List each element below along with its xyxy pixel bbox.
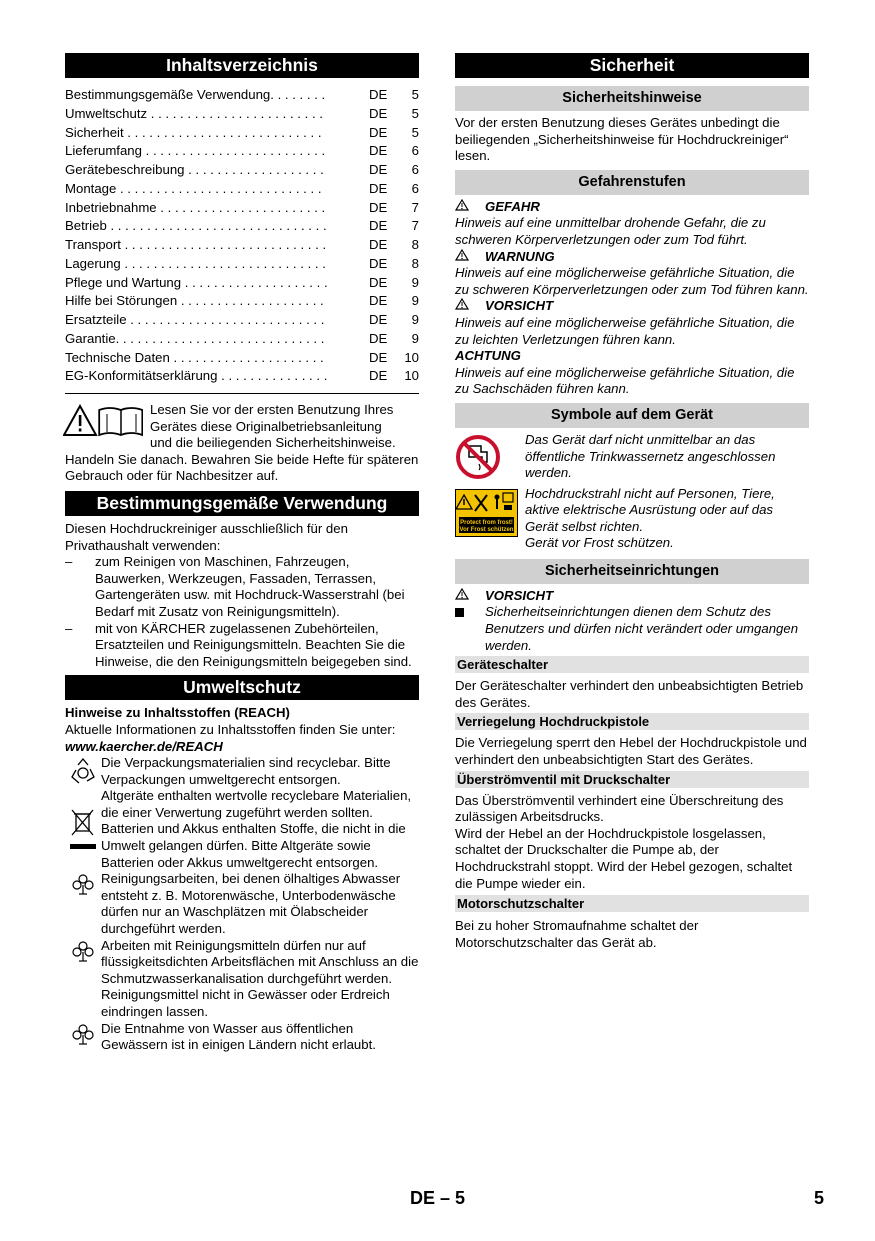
footer-page-label: DE – 5 — [410, 1188, 466, 1208]
manual-warning-icon — [63, 404, 143, 443]
list-item — [455, 604, 809, 654]
frost-label-en: Protect from frost! — [460, 519, 513, 526]
achtung-label: ACHTUNG — [455, 348, 521, 364]
symbol-row — [455, 486, 809, 552]
toc-row[interactable] — [65, 330, 419, 349]
toc-row[interactable] — [65, 367, 419, 386]
intro-text: Handeln Sie danach. Bewahren Sie beide Hefte für späteren Gebrauch oder für Nachbesitzer auf. — [65, 451, 419, 484]
sub-title: Motorschutzschalter — [455, 895, 809, 912]
toc-entry-page: 6 — [411, 143, 419, 159]
toc-entry-lang: DE — [369, 237, 388, 252]
toc-row[interactable] — [65, 142, 419, 161]
toc-list — [65, 86, 419, 386]
toc-entry-title: Ersatzteile . . . . . . . . . . . . . . . . . . . . . . . . . . . — [65, 312, 325, 327]
toc-entry-page: 5 — [411, 105, 419, 121]
toc-entry-title: Garantie. . . . . . . . . . . . . . . . . . . . . . . . . . . . . — [65, 330, 325, 346]
toc-entry-title: Montage . . . . . . . . . . . . . . . . . . . . . . . . . . . . — [65, 180, 322, 196]
toc-row[interactable] — [65, 311, 419, 330]
list-item — [65, 1021, 419, 1054]
toc-row[interactable] — [65, 236, 419, 255]
list-item — [65, 788, 419, 871]
toc-entry-lang: DE — [369, 293, 388, 309]
toc-entry-title: Pflege und Wartung . . . . . . . . . . . . . . . . . . . . — [65, 274, 328, 290]
toc-row[interactable] — [65, 292, 419, 311]
toc-entry-title: Sicherheit . . . . . . . . . . . . . . . . . . . . . . . . . . . — [65, 124, 322, 140]
toc-entry-lang: DE — [369, 330, 388, 346]
toc-entry-lang: DE — [369, 180, 388, 196]
sub-title: Verriegelung Hochdruckpistole — [455, 713, 809, 730]
level-gefahr — [455, 199, 809, 249]
toc-row[interactable] — [65, 180, 419, 199]
sicherheit-title: Sicherheit — [455, 53, 809, 78]
warning-icon — [455, 249, 485, 266]
crossed-bin-icon — [65, 788, 101, 871]
umwelt-text: Die Verpackungsmaterialien sind recyclebar. Bitte Verpackungen umweltgerecht entsorgen. — [101, 755, 391, 787]
umwelt-title: Umweltschutz — [65, 675, 419, 700]
toc-row[interactable] — [65, 349, 419, 368]
toc-entry-title: Lagerung . . . . . . . . . . . . . . . . . . . . . . . . . . . . — [65, 255, 326, 271]
symbol-text: Gerät vor Frost schützen. — [525, 535, 674, 551]
environment-icon — [65, 938, 101, 1021]
level-label: WARNUNG — [485, 248, 555, 264]
toc-entry-page: 6 — [411, 162, 419, 177]
hinweise-text: Vor der ersten Benutzung dieses Gerätes unbedingt die beiliegenden „Sicherheitshinweise für Hochdruckreiniger“ lesen. — [455, 115, 789, 164]
toc-row[interactable] — [65, 105, 419, 124]
umwelt-text: Altgeräte enthalten wertvolle recyclebare Materialien, die einer Verwertung zugeführt werden sollten. Batterien und Akkus enthalten Stoffe, die nicht in die Umwelt gelangen dürfen. Bitte Altgeräte sowie Batterien oder Akkus umweltgerecht entsorgen. — [101, 788, 412, 870]
achtung-text: Hinweis auf eine möglicherweise gefährliche Situation, die zu Sachschäden führen kann. — [455, 364, 795, 397]
sub-text: Der Geräteschalter verhindert den unbeabsichtigten Betrieb des Gerätes. — [455, 678, 804, 710]
footer-page-number: 5 — [814, 1188, 825, 1208]
toc-row[interactable] — [65, 124, 419, 143]
bestimmung-title: Bestimmungsgemäße Verwendung — [65, 491, 419, 516]
sub-text: Das Überströmventil verhindert eine Überschreitung des zulässigen Arbeitsdrucks. Wird der Hebel an der Hochdruckpistole losgelassen, schaltet der Druckschalter die Pumpe ab, der Hochdruckstrahl stoppt. Wird der Hebel gezogen, schaltet die Pumpe wieder ein. — [455, 792, 793, 891]
reach-text: Aktuelle Informationen zu Inhaltsstoffen finden Sie unter: — [65, 721, 396, 737]
bestimmung-text: Diesen Hochdruckreiniger ausschließlich für den Privathaushalt verwenden: — [65, 520, 348, 553]
intro-block — [65, 402, 419, 485]
toc-entry-title: EG-Konformitätserklärung . . . . . . . . . . . . . . . — [65, 368, 328, 384]
level-text: Hinweis auf eine möglicherweise gefährliche Situation, die zu schweren Körperverletzungen oder zum Tod führen kann. — [455, 265, 809, 297]
einr-vorsicht-label: VORSICHT — [485, 587, 554, 603]
no-drinking-water-icon — [455, 432, 525, 485]
sub-title: Geräteschalter — [455, 656, 809, 673]
toc-entry-title: Betrieb . . . . . . . . . . . . . . . . . . . . . . . . . . . . . . — [65, 218, 327, 234]
environment-icon — [65, 871, 101, 937]
level-vorsicht — [455, 298, 809, 348]
sub-text: Die Verriegelung sperrt den Hebel der Hochdruckpistole und verhindert den unbeabsichtigten Start des Gerätes. — [455, 735, 807, 768]
toc-entry-lang: DE — [369, 105, 388, 121]
toc-entry-title: Bestimmungsgemäße Verwendung. . . . . . . . — [65, 87, 326, 102]
warning-icon — [455, 298, 485, 315]
toc-entry-lang: DE — [369, 162, 388, 177]
reach-url[interactable]: www.kaercher.de/REACH — [65, 738, 223, 754]
toc-entry-lang: DE — [369, 87, 388, 102]
toc-entry-lang: DE — [369, 255, 388, 271]
sub-title: Überströmventil mit Druckschalter — [455, 771, 809, 788]
toc-entry-lang: DE — [369, 274, 388, 290]
frost-warning-label — [455, 486, 525, 552]
toc-entry-page: 8 — [411, 255, 419, 271]
dash: – — [65, 620, 73, 636]
sub-text: Bei zu hoher Stromaufnahme schaltet der Motorschutzschalter das Gerät ab. — [455, 918, 699, 950]
list-item — [65, 938, 419, 1021]
umwelt-text: Reinigungsarbeiten, bei denen ölhaltiges Abwasser entsteht z. B. Motorenwäsche, Unterbodenwäsche dürfen nur an Waschplätzen mit Ölabscheider durchgeführt werden. — [101, 871, 401, 937]
einr-title: Sicherheitseinrichtungen — [455, 559, 809, 584]
hinweise-title: Sicherheitshinweise — [455, 86, 809, 111]
toc-entry-page: 8 — [411, 237, 419, 252]
level-warnung — [455, 249, 809, 299]
level-text: Hinweis auf eine unmittelbar drohende Gefahr, die zu schweren Körperverletzungen oder zum Tod führt. — [455, 215, 766, 247]
toc-entry-lang: DE — [369, 199, 388, 215]
toc-entry-page: 7 — [411, 218, 419, 234]
toc-entry-title: Umweltschutz . . . . . . . . . . . . . . . . . . . . . . . . — [65, 105, 323, 121]
toc-entry-lang: DE — [369, 368, 388, 384]
left-column — [65, 53, 419, 1054]
toc-entry-lang: DE — [369, 218, 388, 234]
list-item-text: zum Reinigen von Maschinen, Fahrzeugen, Bauwerken, Werkzeugen, Fassaden, Terrassen, Gartengeräten usw. mit Hochdruck-Wasserstrahl (bei Bedarf mit Zusatz von Reinigungsmitteln). — [95, 554, 405, 619]
list-item-text: mit von KÄRCHER zugelassenen Zubehörteilen, Ersatzteilen und Reinigungsmitteln. Beachten Sie die Hinweise, die den Reinigungsmitteln beigegeben sind. — [95, 620, 412, 669]
right-column — [455, 53, 809, 951]
environment-icon — [65, 1021, 101, 1054]
symbole-title: Symbole auf dem Gerät — [455, 403, 809, 428]
toc-entry-page: 10 — [404, 368, 419, 384]
toc-row[interactable] — [65, 199, 419, 218]
level-label: GEFAHR — [485, 198, 540, 214]
toc-entry-title: Transport . . . . . . . . . . . . . . . . . . . . . . . . . . . . — [65, 237, 327, 252]
toc-title: Inhaltsverzeichnis — [65, 53, 419, 78]
einr-text: Sicherheitseinrichtungen dienen dem Schutz des Benutzers und dürfen nicht verändert oder umgangen werden. — [485, 604, 799, 653]
level-text: Hinweis auf eine möglicherweise gefährliche Situation, die zu leichten Verletzungen führen kann. — [455, 314, 795, 347]
toc-entry-page: 9 — [411, 330, 419, 346]
toc-entry-page: 5 — [411, 87, 419, 102]
toc-row[interactable] — [65, 161, 419, 180]
symbol-text: Das Gerät darf nicht unmittelbar an das öffentliche Trinkwassernetz angeschlossen werden. — [525, 431, 776, 481]
intro-line-2: Gerätes diese Originalbetriebsanleitung — [150, 418, 382, 434]
umwelt-text: Arbeiten mit Reinigungsmitteln dürfen nur auf flüssigkeitsdichten Arbeitsflächen mit Anschluss an die Schmutzwasserkanalisation durchgeführt werden. Reinigungsmittel nicht in Gewässer oder Erdreich eindringen lassen. — [101, 937, 419, 1019]
list-item — [65, 621, 419, 671]
toc-entry-title: Inbetriebnahme . . . . . . . . . . . . . . . . . . . . . . . — [65, 199, 326, 215]
warning-icon — [455, 588, 485, 605]
gefahr-title: Gefahrenstufen — [455, 170, 809, 195]
dash: – — [65, 554, 73, 570]
symbol-row — [455, 432, 809, 485]
list-item — [65, 871, 419, 937]
toc-entry-title: Technische Daten . . . . . . . . . . . . . . . . . . . . . — [65, 349, 324, 365]
toc-entry-lang: DE — [369, 349, 388, 365]
umwelt-text: Die Entnahme von Wasser aus öffentlichen Gewässern ist in einigen Ländern nicht erlaubt. — [101, 1020, 376, 1053]
toc-entry-lang: DE — [369, 312, 388, 327]
level-label: VORSICHT — [485, 298, 554, 314]
symbol-text: Hochdruckstrahl nicht auf Personen, Tiere, aktive elektrische Ausrüstung oder auf das Gerät selbst richten. — [525, 485, 775, 534]
toc-entry-title: Lieferumfang . . . . . . . . . . . . . . . . . . . . . . . . . — [65, 143, 326, 159]
toc-entry-page: 5 — [411, 124, 419, 140]
toc-entry-title: Hilfe bei Störungen . . . . . . . . . . . . . . . . . . . . — [65, 293, 324, 309]
toc-entry-page: 9 — [411, 312, 419, 327]
toc-row[interactable] — [65, 274, 419, 293]
toc-entry-lang: DE — [369, 143, 388, 159]
toc-entry-page: 9 — [411, 274, 419, 290]
warning-icon — [455, 199, 485, 216]
list-item — [65, 554, 419, 620]
toc-entry-title: Gerätebeschreibung . . . . . . . . . . . . . . . . . . . — [65, 162, 324, 177]
toc-row[interactable] — [65, 255, 419, 274]
toc-entry-page: 9 — [411, 293, 419, 309]
reach-title: Hinweise zu Inhaltsstoffen (REACH) — [65, 705, 290, 721]
toc-entry-page: 6 — [411, 180, 419, 196]
divider — [65, 393, 419, 394]
toc-row[interactable] — [65, 86, 419, 105]
toc-entry-page: 10 — [404, 349, 419, 365]
toc-entry-page: 7 — [411, 199, 419, 215]
toc-entry-lang: DE — [369, 124, 388, 140]
frost-label-de: Vor Frost schützen — [459, 526, 514, 533]
intro-line-3: und die beiliegenden Sicherheitshinweise. — [150, 435, 396, 451]
intro-line-1: Lesen Sie vor der ersten Benutzung Ihres — [150, 402, 394, 417]
list-item — [65, 755, 419, 788]
recycle-icon — [65, 755, 101, 788]
toc-row[interactable] — [65, 217, 419, 236]
bullet-square-icon — [455, 604, 485, 654]
